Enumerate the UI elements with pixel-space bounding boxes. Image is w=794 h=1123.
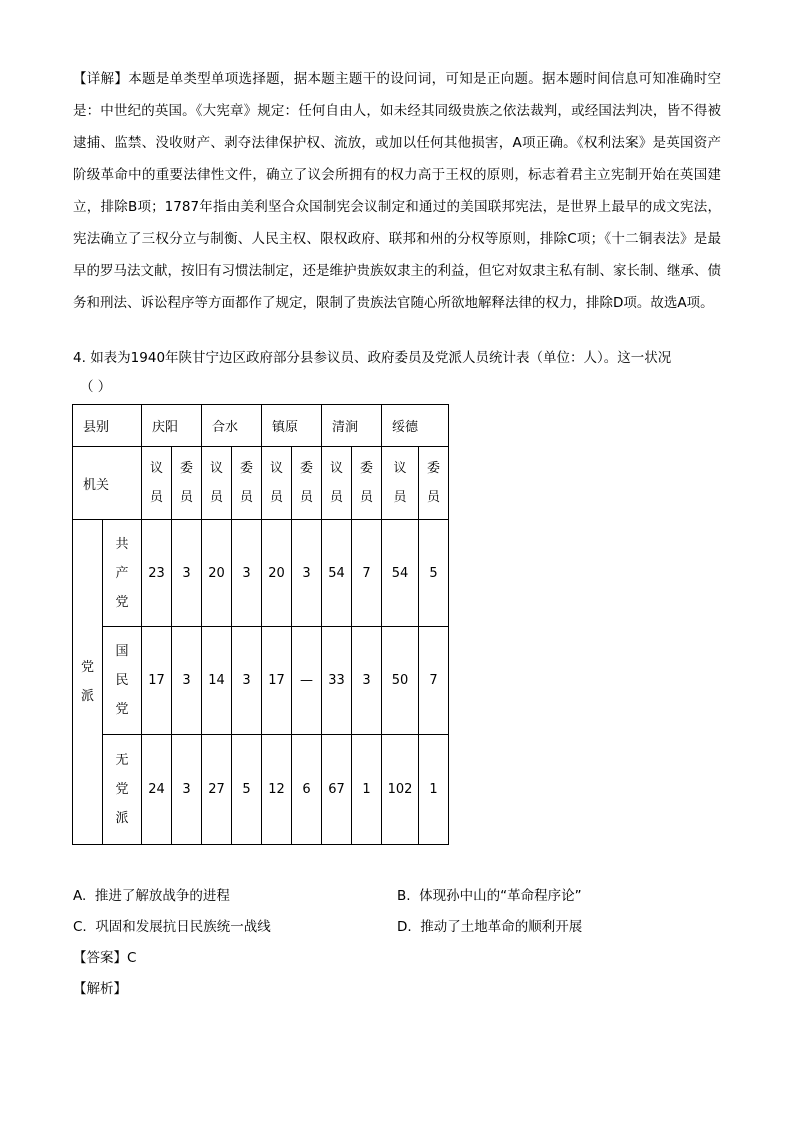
analysis-bracket-open: 【	[73, 981, 87, 997]
sub-header-committee: 委 员	[172, 447, 202, 520]
table-cell: 14	[202, 627, 232, 735]
header-org: 机关	[73, 447, 142, 520]
table-cell: 3	[232, 627, 262, 735]
sub-header-councillor: 议 员	[202, 447, 232, 520]
table-cell: 20	[262, 520, 292, 627]
table-cell: 23	[142, 520, 172, 627]
option-letter: D.	[397, 919, 412, 935]
table-cell: 20	[202, 520, 232, 627]
analysis-label: 解析	[86, 981, 114, 997]
table-cell: 27	[202, 735, 232, 845]
sub-header-committee: 委 员	[352, 447, 382, 520]
question-4	[73, 346, 721, 370]
county-name: 清涧	[322, 405, 382, 447]
option-text: 巩固和发展抗日民族统一战线	[95, 919, 271, 935]
table-row	[73, 735, 449, 845]
option-b[interactable]	[397, 884, 582, 904]
option-c[interactable]	[73, 915, 271, 935]
table-cell: 50	[382, 627, 419, 735]
table-cell: 1	[419, 735, 449, 845]
party-name: 共 产 党	[103, 520, 142, 627]
answer-bracket-open: 【	[73, 950, 87, 966]
table-cell: 7	[419, 627, 449, 735]
table-cell: 3	[172, 520, 202, 627]
question-text: 如表为1940年陕甘宁边区政府部分县参议员、政府委员及党派人员统计表（单位：人）。这一状况	[90, 350, 672, 366]
table-cell: 54	[382, 520, 419, 627]
explanation-bracket-close: 】	[114, 71, 129, 87]
table-cell: 7	[352, 520, 382, 627]
sub-header-councillor: 议 员	[262, 447, 292, 520]
sub-header-committee: 委 员	[419, 447, 449, 520]
table-cell: 33	[322, 627, 352, 735]
table-cell: 3	[172, 735, 202, 845]
sub-header-councillor: 议 员	[382, 447, 419, 520]
sub-header-committee: 委 员	[232, 447, 262, 520]
table-cell: 5	[232, 735, 262, 845]
county-name: 庆阳	[142, 405, 202, 447]
option-text: 推进了解放战争的进程	[94, 888, 230, 904]
table-row	[73, 520, 449, 627]
answer-bracket-close: 】	[113, 950, 127, 966]
table-cell: 3	[352, 627, 382, 735]
answer-blank: （ ）	[80, 379, 112, 395]
option-d[interactable]	[397, 915, 582, 935]
table-cell: 3	[232, 520, 262, 627]
table-cell: 12	[262, 735, 292, 845]
explanation-label: 详解	[86, 71, 115, 87]
party-name: 无 党 派	[103, 735, 142, 845]
table-cell: 3	[172, 627, 202, 735]
explanation-text: 本题是单类型单项选择题，据本题主题干的设问词，可知是正向题。据本题时间信息可知准确时空是：中世纪的英国。《大宪章》规定：任何自由人，如未经其同级贵族之依法裁判，或经国法判决，皆不得被逮捕、监禁、没收财产、剥夺法律保护权、流放，或加以任何其他损害，A项正确。《权利法案》是英国资产阶级革命中的重要法律性文件，确立了议会所拥有的权力高于王权的原则，标志着君主立宪制开始在英国建立，排除B项；1787年指由美利坚合众国制宪会议制定和通过的美国联邦宪法，是世界上最早的成文宪法，宪法确立了三权分立与制衡、人民主权、限权政府、联邦和州的分权等原则，排除C项；《十二铜表法》是最早的罗马法文献，按旧有习惯法制定，还是维护贵族奴隶主的利益，但它对奴隶主私有制、家长制、继承、债务和刑法、诉讼程序等方面都作了规定，限制了贵族法官随心所欲地解释法律的权力，排除D项。故选A项。	[73, 71, 722, 311]
explanation-paragraph	[73, 63, 721, 319]
answer-value: C	[127, 950, 137, 966]
table-row	[73, 627, 449, 735]
sub-header-committee: 委 员	[292, 447, 322, 520]
table-cell: 1	[352, 735, 382, 845]
analysis-bracket-close: 】	[113, 981, 127, 997]
answer-line	[73, 946, 136, 966]
table-header-row	[73, 405, 449, 447]
table-cell: 17	[142, 627, 172, 735]
option-text: 推动了土地革命的顺利开展	[420, 919, 583, 935]
answer-label: 答案	[86, 950, 114, 966]
table-cell: 3	[292, 520, 322, 627]
county-name: 绥德	[382, 405, 449, 447]
header-county: 县别	[73, 405, 142, 447]
table-cell: 5	[419, 520, 449, 627]
table-cell: 17	[262, 627, 292, 735]
group-label: 党 派	[73, 520, 103, 845]
county-name: 合水	[202, 405, 262, 447]
option-letter: B.	[397, 888, 411, 904]
sub-header-councillor: 议 员	[322, 447, 352, 520]
table-subheader-row	[73, 447, 449, 520]
party-name: 国 民 党	[103, 627, 142, 735]
table-cell: 67	[322, 735, 352, 845]
option-a[interactable]	[73, 884, 230, 904]
option-text: 体现孙中山的“革命程序论”	[419, 888, 582, 904]
statistics-table	[72, 404, 449, 845]
table-cell: 102	[382, 735, 419, 845]
option-letter: A.	[73, 888, 87, 904]
question-number: 4.	[73, 350, 86, 366]
table-cell: —	[292, 627, 322, 735]
table-cell: 54	[322, 520, 352, 627]
table-cell: 6	[292, 735, 322, 845]
table-cell: 24	[142, 735, 172, 845]
analysis-heading	[73, 977, 127, 997]
option-letter: C.	[73, 919, 87, 935]
explanation-bracket-open: 【	[73, 71, 87, 87]
county-name: 镇原	[262, 405, 322, 447]
sub-header-councillor: 议 员	[142, 447, 172, 520]
